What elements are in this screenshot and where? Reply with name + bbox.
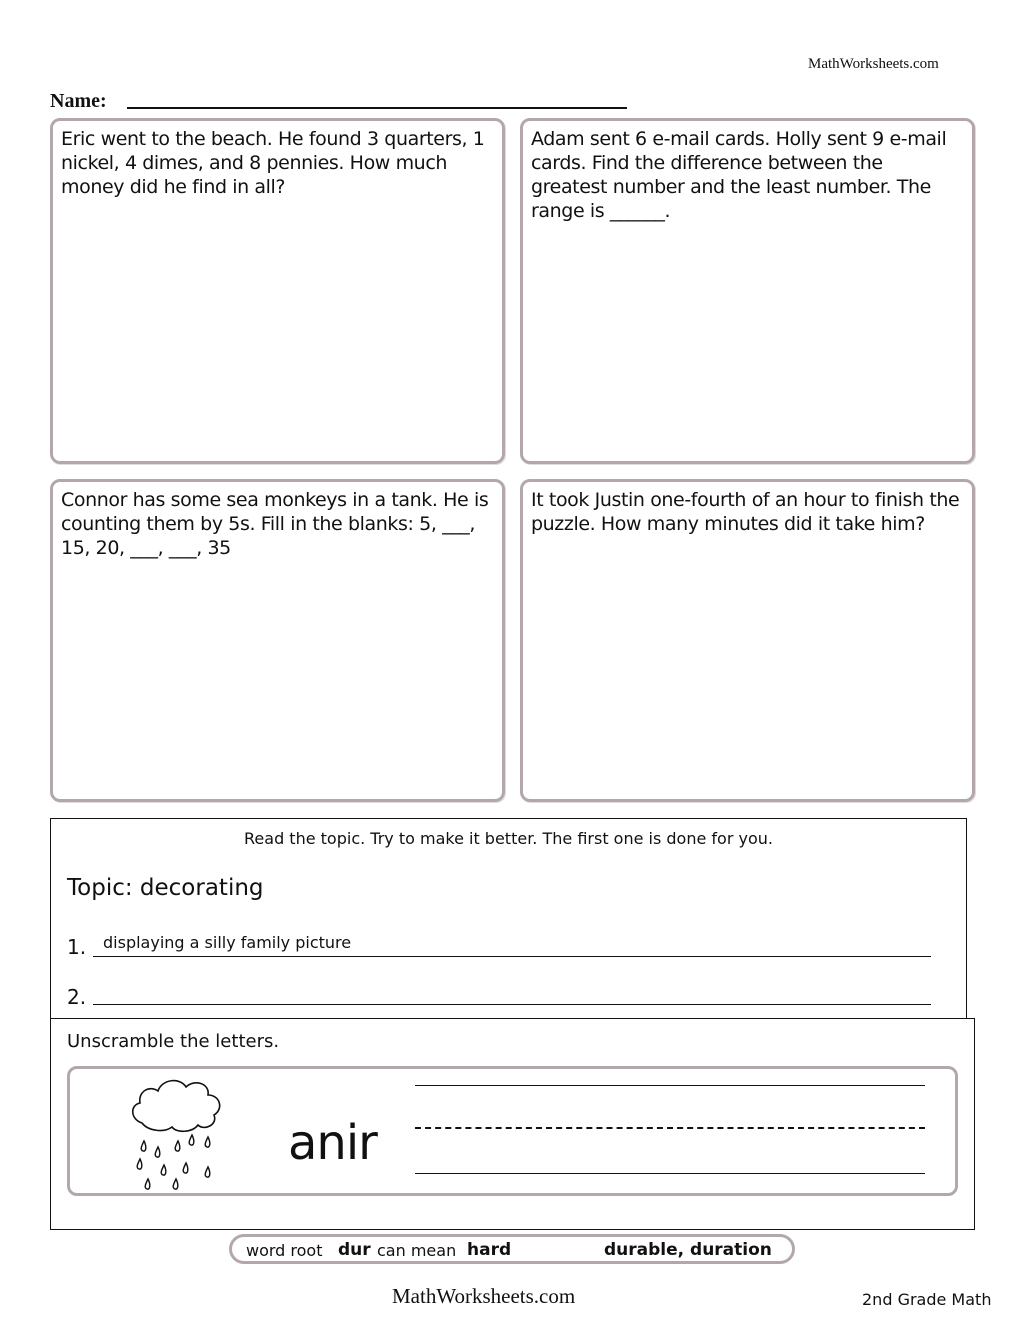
problem-box-4[interactable] [520, 479, 975, 802]
word-root-meaning: hard [467, 1240, 512, 1260]
unscramble-instruction: Unscramble the letters. [67, 1031, 280, 1052]
unscramble-section [50, 1018, 975, 1230]
example-answer: displaying a silly family picture [103, 933, 352, 952]
answer-line-1[interactable] [93, 956, 931, 957]
problem-text: It took Justin one-fourth of an hour to finish the puzzle. How many minutes did it take him? [531, 489, 960, 535]
topic-instruction: Read the topic. Try to make it better. The first one is done for you. [244, 829, 773, 848]
problem-text: Eric went to the beach. He found 3 quarters, 1 nickel, 4 dimes, and 8 pennies. How much money did he find in all? [61, 128, 485, 198]
unscramble-word-box [67, 1066, 958, 1196]
topic-section [50, 818, 967, 1020]
problem-box-3[interactable] [50, 479, 505, 802]
word-root-box [229, 1234, 795, 1264]
word-root-middle: can mean [377, 1241, 457, 1260]
item-number-2: 2. [67, 985, 87, 1009]
problem-box-2[interactable] [520, 118, 975, 464]
rain-cloud-icon [128, 1075, 228, 1193]
name-line[interactable] [127, 107, 627, 109]
word-root: dur [338, 1240, 371, 1260]
problem-box-1[interactable] [50, 118, 505, 464]
name-label: Name: [50, 90, 107, 112]
problem-text: Adam sent 6 e-mail cards. Holly sent 9 e-mail cards. Find the difference between the greatest number and the least number. The range is ______. [531, 128, 947, 222]
grade-label: 2nd Grade Math [862, 1290, 992, 1309]
item-number-1: 1. [67, 935, 87, 959]
scrambled-word: anir [288, 1115, 377, 1171]
handwriting-base-line[interactable] [415, 1173, 925, 1174]
handwriting-mid-line[interactable] [415, 1127, 925, 1129]
word-root-examples: durable, duration [604, 1240, 772, 1260]
site-name-header: MathWorksheets.com [808, 56, 939, 72]
problem-text: Connor has some sea monkeys in a tank. He is counting them by 5s. Fill in the blanks: 5, ___, 15, 20, ___, ___, 35 [61, 489, 489, 559]
handwriting-top-line[interactable] [415, 1085, 925, 1086]
word-root-prefix: word root [246, 1241, 323, 1260]
answer-line-2[interactable] [93, 1004, 931, 1005]
site-name-footer: MathWorksheets.com [392, 1284, 576, 1308]
topic-title: Topic: decorating [67, 875, 264, 901]
